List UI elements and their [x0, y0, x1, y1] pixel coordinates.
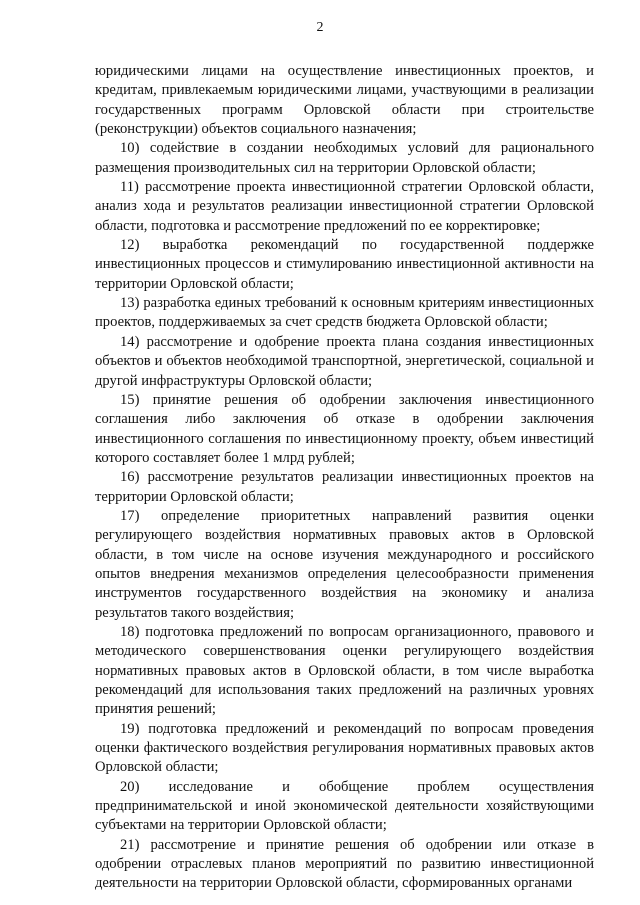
- paragraph: 20) исследование и обобщение проблем осуществления предпринимательской и иной экономической деятельности хозяйствующими субъектами на территории Орловской области;: [95, 778, 594, 834]
- page-number: 2: [316, 20, 324, 35]
- paragraph: 11) рассмотрение проекта инвестиционной стратегии Орловской области, анализ хода и результатов реализации инвестиционной стратегии Орловской области, подготовка и рассмотрение предложений по ее корректировке;: [95, 179, 594, 234]
- paragraph: 12) выработка рекомендаций по государственной поддержке инвестиционных процессов и стимулированию инвестиционной активности на территории Орловской области;: [95, 237, 594, 292]
- paragraph: 19) подготовка предложений и рекомендаций по вопросам проведения оценки фактического воздействия регулирования нормативных правовых актов Орловской области;: [95, 720, 594, 776]
- paragraph: 14) рассмотрение и одобрение проекта плана создания инвестиционных объектов и объектов необходимой транспортной, энергетической, социальной и другой инфраструктуры Орловской области;: [95, 333, 594, 389]
- paragraph: 21) рассмотрение и принятие решения об одобрении или отказе в одобрении отраслевых планов мероприятий по развитию инвестиционной деятельности на территории Орловской области, сформированных органами: [95, 836, 594, 892]
- paragraph: 18) подготовка предложений по вопросам организационного, правового и методического совершенствования оценки регулирующего воздействия нормативных правовых актов в Орловской области, в том числе выработка рекомендаций для использования таких предложений на различных уровнях принятия решений;: [95, 623, 594, 718]
- paragraph: 17) определение приоритетных направлений развития оценки регулирующего воздействия нормативных правовых актов в Орловской области, в том числе на основе изучения международного и российского опытов внедрения механизмов определения целесообразности применения инструментов государственного воздействия на экономику и анализа результатов такого воздействия;: [95, 507, 594, 621]
- paragraph: 13) разработка единых требований к основным критериям инвестиционных проектов, поддерживаемых за счет средств бюджета Орловской области;: [95, 295, 594, 331]
- document-body: [95, 62, 594, 894]
- paragraph: 10) содействие в создании необходимых условий для рационального размещения производительных сил на территории Орловской области;: [95, 140, 594, 176]
- paragraph: 16) рассмотрение результатов реализации инвестиционных проектов на территории Орловской области;: [95, 469, 594, 505]
- paragraph: юридическими лицами на осуществление инвестиционных проектов, и кредитам, привлекаемым юридическими лицами, участвующими в реализации государственных программ Орловской области при строительстве (реконструкции) объектов социального назначения;: [95, 63, 594, 138]
- paragraph: 15) принятие решения об одобрении заключения инвестиционного соглашения либо заключения об отказе в одобрении заключения инвестиционного соглашения по инвестиционному проекту, объем инвестиций которого составляет более 1 млрд рублей;: [95, 391, 594, 466]
